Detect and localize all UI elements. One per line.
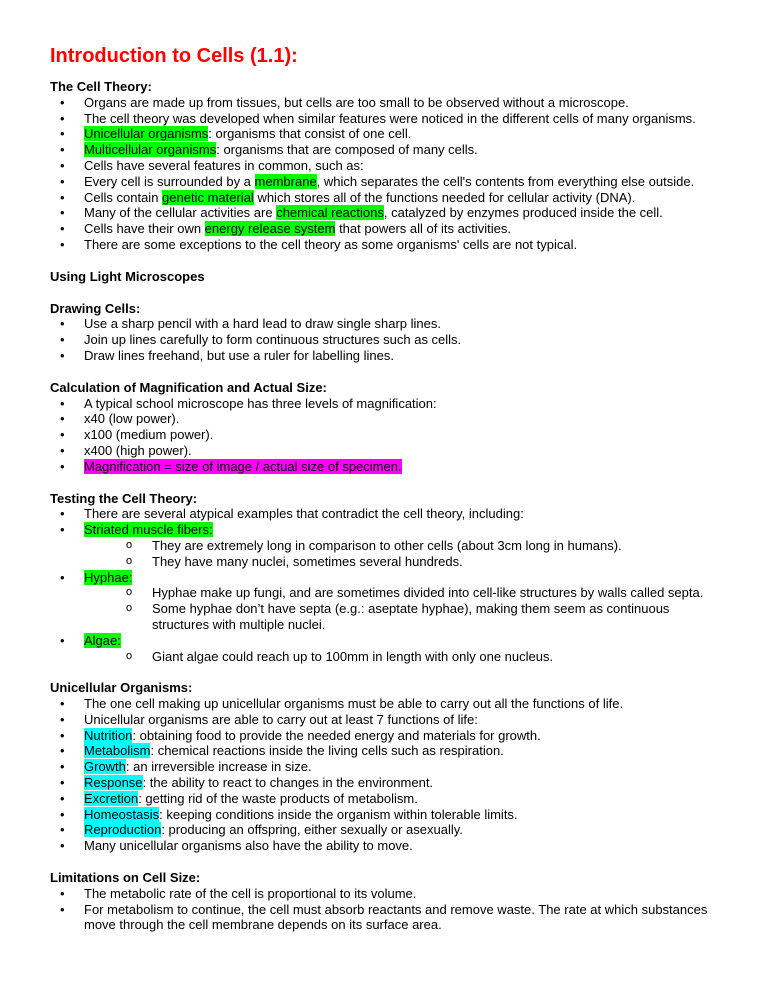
list-item: • The cell theory was developed when similar features were noticed in the different cells of many organisms. bbox=[60, 110, 696, 126]
highlighted-term: Metabolism bbox=[84, 743, 151, 759]
list-item: • Response: the ability to react to changes in the environment. bbox=[60, 775, 434, 791]
highlighted-term: chemical reactions bbox=[276, 205, 384, 221]
bullet-icon: • bbox=[60, 522, 65, 538]
section-magnification bbox=[50, 380, 730, 475]
sub-bullet-icon: o bbox=[126, 586, 133, 599]
sub-list-item: o Some hyphae don’t have septa (e.g.: aseptate hyphae), making them seem as continuous structures with multiple nuclei. bbox=[126, 601, 670, 632]
spacer bbox=[50, 475, 730, 491]
spacer bbox=[50, 364, 730, 380]
bullet-icon: • bbox=[60, 775, 65, 791]
sub-bullet-icon: o bbox=[126, 649, 133, 662]
section-heading: Unicellular Organisms: bbox=[50, 680, 193, 696]
bullet-list bbox=[50, 886, 730, 933]
list-item: • For metabolism to continue, the cell must absorb reactants and remove waste. The rate at which substances move through the cell membrane depends on its surface area. bbox=[60, 901, 708, 933]
bullet-icon: • bbox=[60, 569, 65, 585]
highlighted-term: energy release system bbox=[204, 221, 336, 237]
list-item: • x400 (high power). bbox=[60, 442, 192, 458]
list-item: • x40 (low power). bbox=[60, 411, 180, 427]
sub-list-item: o Hyphae make up fungi, and are sometimes divided into cell-like structures by walls called septa. bbox=[126, 585, 704, 601]
section-heading: Calculation of Magnification and Actual Size: bbox=[50, 379, 327, 395]
section-heading: Limitations on Cell Size: bbox=[50, 870, 201, 886]
spacer bbox=[50, 285, 730, 301]
section-heading: Testing the Cell Theory: bbox=[50, 490, 198, 506]
list-item bbox=[50, 633, 730, 665]
bullet-icon: • bbox=[60, 743, 65, 759]
highlighted-term: Multicellular organisms bbox=[84, 142, 217, 158]
bullet-icon: • bbox=[60, 189, 65, 205]
list-item: • Unicellular organisms are able to carry out at least 7 functions of life: bbox=[60, 711, 478, 727]
highlighted-term: Hyphae: bbox=[84, 569, 133, 585]
bullet-icon: • bbox=[60, 838, 65, 854]
bullet-icon: • bbox=[60, 236, 65, 252]
bullet-icon: • bbox=[60, 332, 65, 348]
sub-list-item: o Giant algae could reach up to 100mm in length with only one nucleus. bbox=[126, 648, 554, 664]
bullet-icon: • bbox=[60, 221, 65, 237]
sub-bullet-icon: o bbox=[126, 602, 133, 615]
bullet-icon: • bbox=[60, 727, 65, 743]
bullet-icon: • bbox=[60, 157, 65, 173]
bullet-icon: • bbox=[60, 885, 65, 901]
list-item: • Join up lines carefully to form continuous structures such as cells. bbox=[60, 332, 462, 348]
section-drawing-cells bbox=[50, 301, 730, 364]
list-item: • Cells contain genetic material which stores all of the functions needed for cellular activity (DNA). bbox=[60, 189, 636, 205]
bullet-icon: • bbox=[60, 506, 65, 522]
highlighted-term: Homeostasis bbox=[84, 806, 160, 822]
section-unicellular-organisms bbox=[50, 680, 730, 854]
highlighted-term: Nutrition bbox=[84, 727, 133, 743]
highlighted-term: Growth bbox=[84, 759, 126, 775]
bullet-icon: • bbox=[60, 347, 65, 363]
list-item: • The one cell making up unicellular organisms must be able to carry out all the functions of life. bbox=[60, 696, 624, 712]
list-item: • Excretion: getting rid of the waste products of metabolism. bbox=[60, 790, 418, 806]
highlighted-term: Reproduction bbox=[84, 822, 162, 838]
list-item: • Draw lines freehand, but use a ruler for labelling lines. bbox=[60, 347, 395, 363]
bullet-icon: • bbox=[60, 142, 65, 158]
page-title: Introduction to Cells (1.1): bbox=[50, 45, 298, 67]
sub-bullet-icon: o bbox=[126, 554, 133, 567]
highlighted-term: Algae: bbox=[84, 632, 121, 648]
list-item: • Unicellular organisms: organisms that consist of one cell. bbox=[60, 126, 412, 142]
list-item: • x100 (medium power). bbox=[60, 427, 214, 443]
bullet-icon: • bbox=[60, 442, 65, 458]
sub-bullet-list bbox=[84, 538, 730, 570]
sub-bullet-list bbox=[84, 649, 730, 665]
bullet-icon: • bbox=[60, 316, 65, 332]
bullet-icon: • bbox=[60, 110, 65, 126]
list-item bbox=[50, 459, 730, 475]
section-limitations-cell-size bbox=[50, 870, 730, 933]
spacer bbox=[50, 854, 730, 870]
spacer bbox=[50, 664, 730, 680]
bullet-icon: • bbox=[60, 696, 65, 712]
highlighted-term: Striated muscle fibers: bbox=[84, 522, 213, 538]
highlighted-term: Response bbox=[84, 775, 143, 791]
highlighted-formula: Magnification = size of image / actual size of specimen. bbox=[84, 458, 402, 474]
bullet-icon: • bbox=[60, 901, 65, 917]
list-item bbox=[50, 570, 730, 633]
list-item: • Many unicellular organisms also have the ability to move. bbox=[60, 838, 413, 854]
highlighted-term: genetic material bbox=[162, 189, 254, 205]
bullet-list bbox=[50, 316, 730, 363]
section-cell-theory bbox=[50, 79, 730, 253]
bullet-icon: • bbox=[60, 205, 65, 221]
list-item: • Homeostasis: keeping conditions inside the organism within tolerable limits. bbox=[60, 806, 518, 822]
sub-bullet-icon: o bbox=[126, 538, 133, 551]
bullet-icon: • bbox=[60, 806, 65, 822]
bullet-list bbox=[50, 396, 730, 475]
list-item: • A typical school microscope has three levels of magnification: bbox=[60, 395, 437, 411]
bullet-icon: • bbox=[60, 427, 65, 443]
highlighted-term: Unicellular organisms bbox=[84, 126, 209, 142]
section-heading: The Cell Theory: bbox=[50, 79, 152, 94]
list-item: • Organs are made up from tissues, but cells are too small to be observed without a microscope. bbox=[60, 94, 629, 110]
list-item: • Growth: an irreversible increase in size. bbox=[60, 759, 312, 775]
bullet-icon: • bbox=[60, 759, 65, 775]
section-heading: Using Light Microscopes bbox=[50, 268, 205, 284]
bullet-icon: • bbox=[60, 395, 65, 411]
sub-list-item: o They have many nuclei, sometimes several hundreds. bbox=[126, 553, 463, 569]
list-item: • Many of the cellular activities are chemical reactions, catalyzed by enzymes produced inside the cell. bbox=[60, 205, 663, 221]
bullet-icon: • bbox=[60, 458, 65, 474]
list-item: • Multicellular organisms: organisms that are composed of many cells. bbox=[60, 142, 478, 158]
sub-list-item: o They are extremely long in comparison to other cells (about 3cm long in humans). bbox=[126, 537, 622, 553]
list-item: • The metabolic rate of the cell is proportional to its volume. bbox=[60, 885, 417, 901]
list-item: • Metabolism: chemical reactions inside the living cells such as respiration. bbox=[60, 743, 504, 759]
list-item: • There are some exceptions to the cell theory as some organisms' cells are not typical. bbox=[60, 236, 578, 252]
bullet-icon: • bbox=[60, 173, 65, 189]
list-item: • Reproduction: producing an offspring, either sexually or asexually. bbox=[60, 822, 463, 838]
bullet-icon: • bbox=[60, 632, 65, 648]
list-item: • Every cell is surrounded by a membrane, which separates the cell's contents from everything else outside. bbox=[60, 173, 695, 189]
bullet-icon: • bbox=[60, 790, 65, 806]
section-heading: Drawing Cells: bbox=[50, 300, 141, 316]
section-testing-cell-theory bbox=[50, 491, 730, 665]
document-body bbox=[50, 79, 730, 933]
list-item: • Nutrition: obtaining food to provide the needed energy and materials for growth. bbox=[60, 727, 541, 743]
spacer bbox=[50, 253, 730, 269]
sub-bullet-list bbox=[84, 585, 730, 632]
bullet-icon: • bbox=[60, 126, 65, 142]
list-item: • Use a sharp pencil with a hard lead to draw single sharp lines. bbox=[60, 316, 441, 332]
highlighted-term: Excretion bbox=[84, 790, 139, 806]
highlighted-term: membrane bbox=[254, 173, 317, 189]
bullet-icon: • bbox=[60, 822, 65, 838]
bullet-icon: • bbox=[60, 711, 65, 727]
bullet-icon: • bbox=[60, 411, 65, 427]
list-item: • Cells have several features in common, such as: bbox=[60, 157, 364, 173]
list-item: • Cells have their own energy release system that powers all of its activities. bbox=[60, 221, 512, 237]
bullet-icon: • bbox=[60, 94, 65, 110]
bullet-list bbox=[50, 696, 730, 854]
list-item bbox=[50, 522, 730, 569]
list-item: • There are several atypical examples that contradict the cell theory, including: bbox=[60, 506, 524, 522]
bullet-list bbox=[50, 506, 730, 664]
bullet-list bbox=[50, 95, 730, 253]
